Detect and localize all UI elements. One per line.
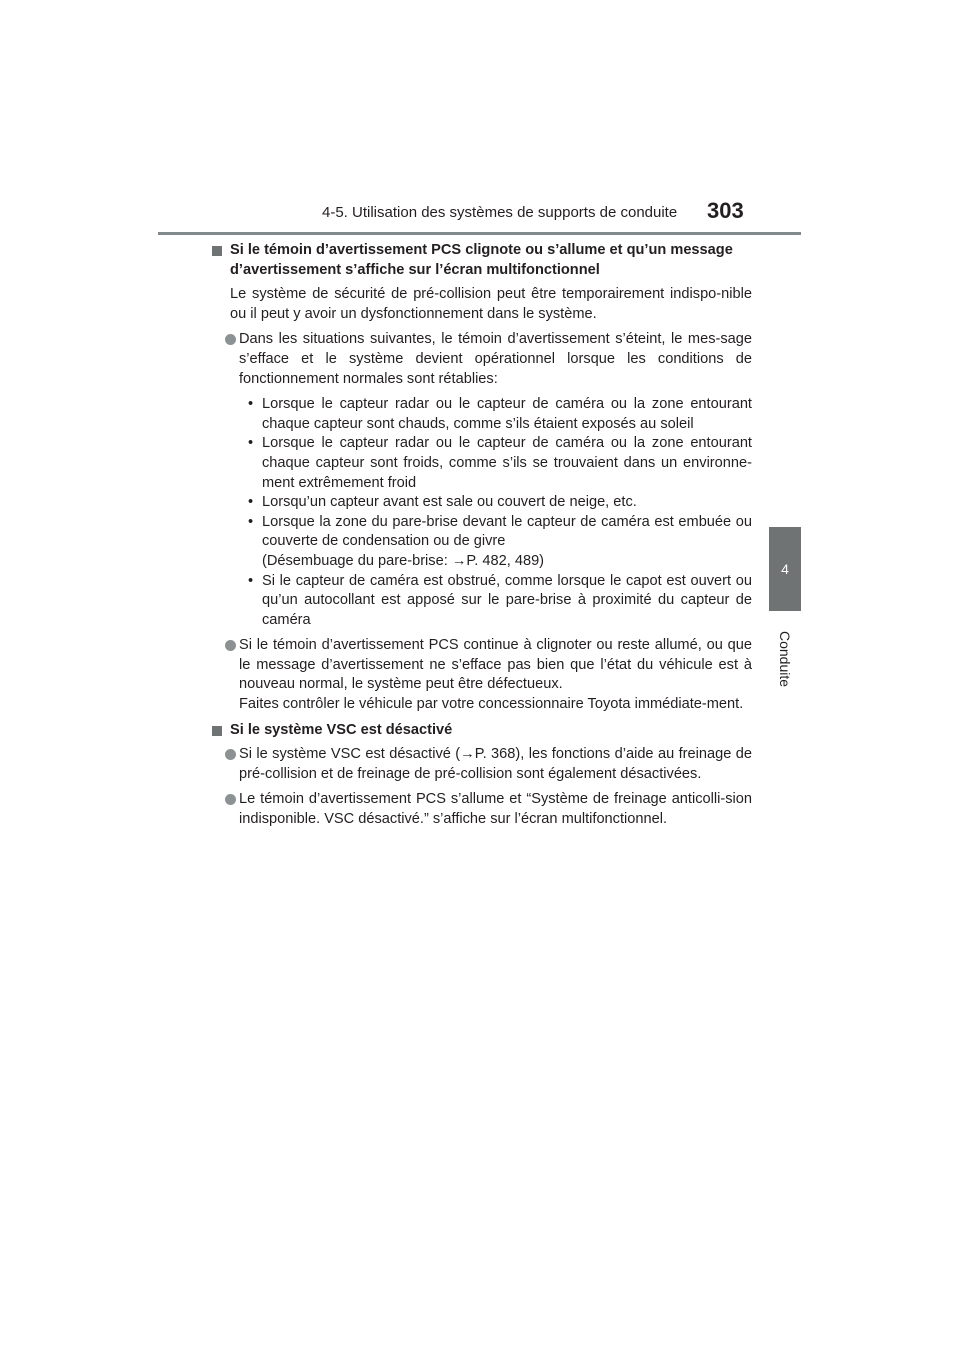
bullet-text: Dans les situations suivantes, le témoin d’avertissement s’éteint, le mes-sage s’efface et le système devient opérationnel lorsque les conditions de fonctionnement normales sont rétablies: — [239, 331, 752, 387]
header-divider — [158, 232, 801, 235]
square-bullet-icon — [212, 246, 222, 256]
square-bullet-icon — [212, 726, 222, 736]
bullet-text: Si le témoin d’avertissement PCS continue à clignoter ou reste allumé, ou que le message d’avertissement ne s’efface pas bien que l’état du véhicule est à nouveau normal, le système peut être défectueux. — [239, 637, 752, 693]
circle-bullet-icon — [225, 749, 236, 760]
sub-item-text: Lorsqu’un capteur avant est sale ou couvert de neige, etc. — [262, 494, 637, 511]
circle-bullet-icon — [225, 334, 236, 345]
page-content — [212, 241, 752, 836]
circle-bullet-icon — [225, 794, 236, 805]
chapter-label-text: Conduite — [777, 630, 794, 688]
section-heading-text: Si le témoin d’avertissement PCS clignote ou s’allume et qu’un message d’avertissement s’affiche sur l’écran multifonctionnel — [230, 242, 733, 278]
bullet-text: Si le système VSC est désactivé (→P. 368), les fonctions d’aide au freinage de pré-collision et de freinage de pré-collision sont également désactivées. — [239, 746, 752, 782]
sub-list — [212, 395, 752, 630]
sub-list-item — [212, 434, 752, 493]
sub-list-item — [212, 513, 752, 572]
bullet-continuation: Faites contrôler le véhicule par votre concessionnaire Toyota immédiate-ment. — [239, 696, 744, 713]
dot-marker: • — [248, 572, 254, 589]
page-reference: (Désembuage du pare-brise: →P. 482, 489) — [262, 552, 545, 569]
bullet-item — [212, 790, 752, 829]
paragraph: Le système de sécurité de pré-collision peut être temporairement indispo-nible ou il peut y avoir un dysfonctionnement dans le système. — [230, 286, 752, 322]
sub-list-item — [212, 395, 752, 434]
chapter-number: 4 — [781, 561, 789, 577]
bullet-item — [212, 745, 752, 784]
section-heading — [212, 721, 752, 741]
section-heading-text: Si le système VSC est désactivé — [230, 721, 453, 738]
sub-list-item — [212, 493, 752, 513]
dot-marker: • — [248, 435, 254, 452]
sub-item-text: Si le capteur de caméra est obstrué, comme lorsque le capot est ouvert ou qu’un autocollant est apposé sur le pare-brise à proximité du capteur de caméra — [262, 572, 752, 628]
sub-item-text: Lorsque le capteur radar ou le capteur de caméra ou la zone entourant chaque capteur sont froids, comme s’ils se trouvaient dans un environne-ment extrêmement froid — [262, 435, 752, 491]
bullet-text: Le témoin d’avertissement PCS s’allume et “Système de freinage anticolli-sion indisponible. VSC désactivé.” s’affiche sur l’écran multifonctionnel. — [239, 791, 752, 828]
sub-list-item — [212, 572, 752, 631]
dot-marker: • — [248, 513, 254, 530]
bullet-item — [212, 330, 752, 389]
circle-bullet-icon — [225, 640, 236, 651]
dot-marker: • — [248, 494, 254, 511]
chapter-tab — [769, 527, 801, 611]
chapter-title: 4-5. Utilisation des systèmes de supports de conduite — [322, 204, 678, 221]
sub-item-text: Lorsque la zone du pare-brise devant le capteur de caméra est embuée ou couverte de condensation ou de givre — [262, 513, 752, 550]
section-heading — [212, 241, 752, 280]
sub-item-text: Lorsque le capteur radar ou le capteur de caméra ou la zone entourant chaque capteur sont chauds, comme s’ils étaient exposés au soleil — [262, 396, 752, 432]
page-number: 303 — [707, 198, 744, 223]
bullet-item — [212, 636, 752, 714]
chapter-label — [769, 616, 801, 702]
dot-marker: • — [248, 396, 254, 413]
